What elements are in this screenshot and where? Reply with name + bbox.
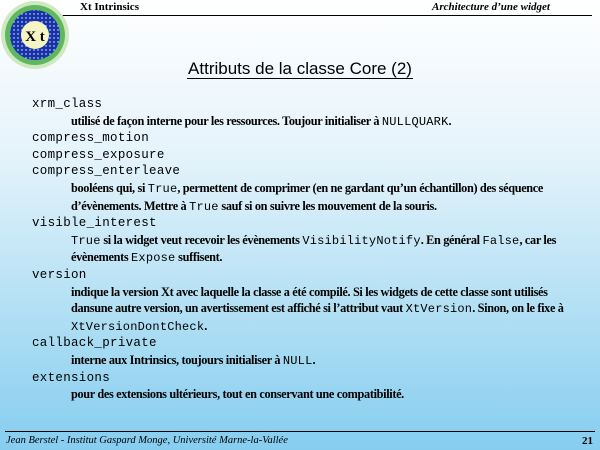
description-text: . En général — [420, 232, 483, 247]
top-header — [0, 0, 600, 17]
description-text: . — [204, 318, 207, 333]
header-chapter-title: Architecture d’une widget — [432, 1, 550, 13]
attribute-name: extensions — [32, 370, 111, 385]
attribute-description — [71, 386, 591, 403]
description-text: , car les évènements — [71, 232, 557, 265]
attribute-name: visible_interest — [32, 216, 157, 231]
description-text: booléens qui, si — [71, 180, 148, 195]
description-text: pour des extensions ultérieurs, tout en conservant une compatibilité. — [71, 387, 404, 402]
attribute-description — [71, 113, 591, 131]
code-literal: VisibilityNotify — [302, 233, 421, 248]
code-literal: True — [147, 181, 178, 196]
header-course-title: Xt Intrinsics — [80, 1, 139, 13]
code-literal: NULLQUARK — [381, 114, 449, 129]
slide-title-text: Attributs de la classe Core (2) — [188, 59, 412, 78]
attribute-description — [71, 352, 591, 370]
code-literal: NULL — [282, 353, 313, 368]
description-text: utilisé de façon interne pour les ressources. Toujour initialiser à — [71, 113, 382, 128]
description-text: , permettent de comprimer (en ne gardant qu’un échantillon) des séquence d’évènements. Mettre à — [71, 180, 544, 213]
attribute-name: version — [32, 267, 87, 282]
logo-text: X t — [25, 29, 45, 45]
header-rule — [55, 15, 592, 16]
footer-author: Jean Berstel - Institut Gaspard Monge, Université Marne-la-Vallée — [6, 435, 288, 446]
description-text: . — [448, 113, 452, 128]
attribute-name: callback_private — [32, 336, 157, 351]
attribute-description — [71, 232, 591, 267]
code-literal: True — [189, 199, 219, 214]
code-literal: False — [482, 233, 520, 248]
attribute-description — [71, 180, 591, 215]
attribute-list — [32, 96, 592, 403]
code-literal: XtVersionDontCheck — [71, 319, 205, 334]
attribute-name: xrm_class — [32, 97, 103, 111]
description-text: sauf si on suivre les mouvement de la souris. — [218, 198, 437, 213]
slide-title — [0, 59, 600, 79]
footer-rule — [5, 431, 595, 432]
code-literal: XtVersion — [405, 302, 473, 317]
attribute-name: compress_exposure — [32, 147, 165, 162]
attribute-name: compress_enterleave — [32, 164, 181, 179]
description-text: suffisent. — [175, 250, 223, 265]
description-text: si la widget veut recevoir les évènements — [100, 232, 303, 247]
page-number: 21 — [582, 435, 593, 447]
attribute-name: compress_motion — [32, 131, 150, 146]
description-text: indique la version Xt avec laquelle la classe a été compilé. Si les widgets de cette classe sont utilisés dansune autre version, un avertissement est affiché si l’attribut vaut — [71, 284, 548, 316]
description-text: . — [312, 352, 316, 367]
code-literal: True — [71, 233, 101, 248]
description-text: interne aux Intrinsics, toujours initialiser à — [71, 352, 283, 367]
code-literal: Expose — [131, 251, 176, 266]
attribute-description — [71, 284, 591, 336]
description-text: . Sinon, on le fixe à — [472, 301, 564, 316]
